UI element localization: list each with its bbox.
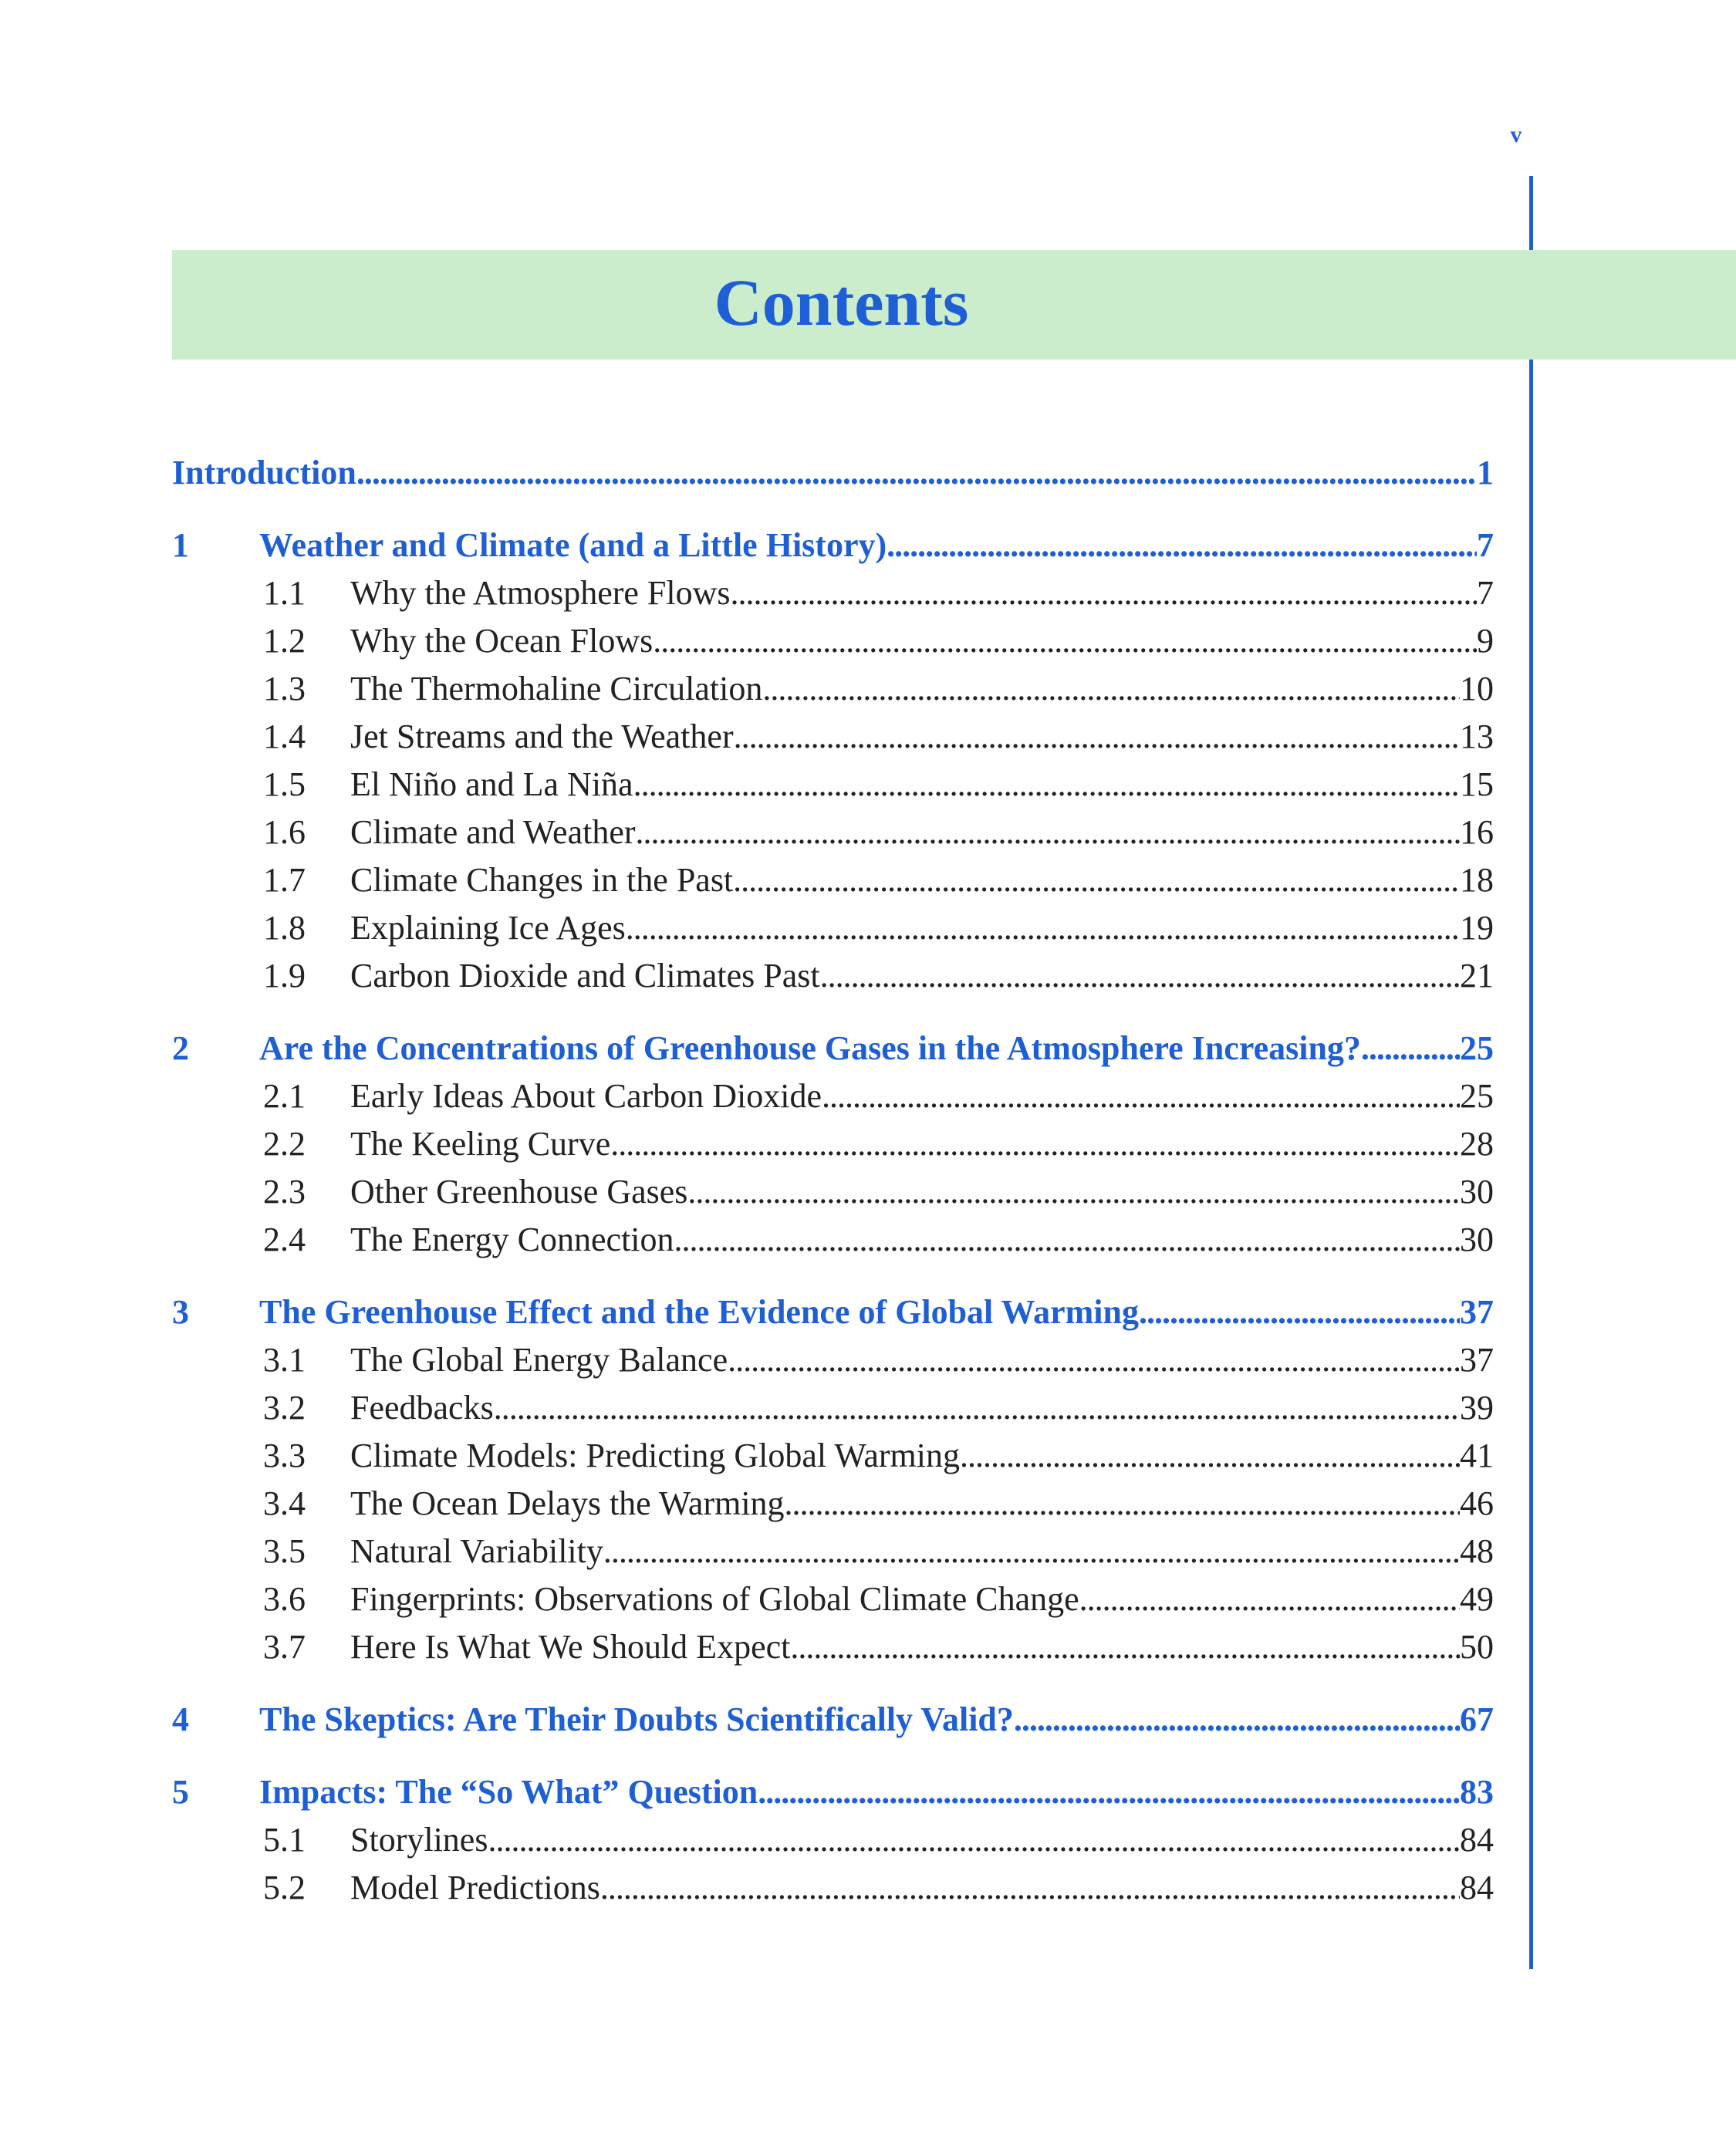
toc-entry-page: 48 bbox=[1460, 1532, 1494, 1570]
toc-entry-label: Climate Changes in the Past bbox=[350, 861, 734, 899]
toc-chapter-entry[interactable] bbox=[172, 1025, 1494, 1072]
toc-entry-label: Natural Variability bbox=[350, 1532, 603, 1570]
toc-entry-number: 1.6 bbox=[263, 813, 306, 851]
dot-leader bbox=[1079, 1575, 1460, 1623]
toc-entry-label: Climate Models: Predicting Global Warming bbox=[350, 1437, 960, 1474]
toc-entry-label: Introduction bbox=[172, 454, 356, 491]
toc-entry-label: Fingerprints: Observations of Global Climate Change bbox=[350, 1580, 1079, 1618]
toc-entry-label: Here Is What We Should Expect bbox=[350, 1628, 791, 1666]
toc-section-entry[interactable] bbox=[172, 1168, 1494, 1216]
toc-entry-number: 2.3 bbox=[263, 1173, 306, 1211]
toc-section-entry[interactable] bbox=[172, 1432, 1494, 1480]
toc-entry-page: 9 bbox=[1477, 622, 1494, 660]
dot-leader bbox=[1361, 1025, 1460, 1072]
toc-entry-page: 13 bbox=[1460, 718, 1494, 755]
dot-leader bbox=[822, 1072, 1460, 1120]
toc-entry-number: 4 bbox=[172, 1700, 189, 1738]
toc-entry-page: 21 bbox=[1460, 957, 1494, 995]
toc-section-entry[interactable] bbox=[172, 1623, 1494, 1671]
toc-section-entry[interactable] bbox=[172, 1575, 1494, 1623]
dot-leader bbox=[728, 1336, 1460, 1384]
dot-leader bbox=[488, 1816, 1460, 1864]
toc-entry-number: 2.4 bbox=[263, 1221, 306, 1258]
toc-entry-page: 7 bbox=[1477, 526, 1494, 564]
toc-entry-label: Model Predictions bbox=[350, 1869, 600, 1906]
page-title: Contents bbox=[714, 265, 969, 339]
dot-leader bbox=[610, 1120, 1460, 1168]
toc-entry-label: The Skeptics: Are Their Doubts Scientifically Valid? bbox=[259, 1700, 1014, 1738]
toc-section-entry[interactable] bbox=[172, 1072, 1494, 1120]
toc-entry-number: 3.3 bbox=[263, 1437, 306, 1474]
table-of-contents bbox=[172, 449, 1494, 1912]
dot-leader bbox=[762, 665, 1460, 713]
toc-entry-number: 2.1 bbox=[263, 1077, 306, 1115]
toc-entry-page: 7 bbox=[1477, 574, 1494, 612]
toc-entry-number: 3.6 bbox=[263, 1580, 306, 1618]
toc-entry-label: The Keeling Curve bbox=[350, 1125, 611, 1163]
toc-entry-number: 5 bbox=[172, 1773, 189, 1811]
toc-section-entry[interactable] bbox=[172, 1480, 1494, 1528]
toc-chapter-entry[interactable] bbox=[172, 1696, 1494, 1744]
toc-entry-number: 1.1 bbox=[263, 574, 306, 612]
toc-entry-page: 30 bbox=[1460, 1173, 1494, 1211]
toc-entry-label: The Global Energy Balance bbox=[350, 1341, 728, 1379]
toc-entry-page: 83 bbox=[1460, 1773, 1494, 1811]
dot-leader bbox=[820, 952, 1460, 1000]
dot-leader bbox=[1014, 1696, 1460, 1744]
toc-entry-number: 3.7 bbox=[263, 1628, 306, 1666]
dot-leader bbox=[633, 761, 1460, 809]
toc-entry-label: Other Greenhouse Gases bbox=[350, 1173, 688, 1211]
toc-entry-number: 1.2 bbox=[263, 622, 306, 660]
toc-entry-page: 16 bbox=[1460, 813, 1494, 851]
toc-intro-entry[interactable] bbox=[172, 449, 1494, 497]
dot-leader bbox=[600, 1864, 1460, 1912]
toc-entry-label: The Greenhouse Effect and the Evidence of Global Warming bbox=[259, 1293, 1139, 1331]
toc-entry-page: 30 bbox=[1460, 1221, 1494, 1258]
toc-entry-page: 49 bbox=[1460, 1580, 1494, 1618]
toc-entry-page: 18 bbox=[1460, 861, 1494, 899]
margin-rule bbox=[1529, 176, 1533, 250]
toc-section-entry[interactable] bbox=[172, 904, 1494, 952]
toc-entry-label: Explaining Ice Ages bbox=[350, 909, 626, 947]
toc-section-entry[interactable] bbox=[172, 617, 1494, 665]
toc-entry-page: 37 bbox=[1460, 1341, 1494, 1379]
toc-section-entry[interactable] bbox=[172, 809, 1494, 856]
toc-entry-page: 41 bbox=[1460, 1437, 1494, 1474]
toc-entry-label: Carbon Dioxide and Climates Past bbox=[350, 957, 820, 995]
toc-section-entry[interactable] bbox=[172, 1120, 1494, 1168]
toc-entry-number: 3.5 bbox=[263, 1532, 306, 1570]
toc-entry-number: 1 bbox=[172, 526, 189, 564]
toc-entry-label: The Energy Connection bbox=[350, 1221, 674, 1258]
toc-entry-label: Early Ideas About Carbon Dioxide bbox=[350, 1077, 822, 1115]
dot-leader bbox=[960, 1432, 1460, 1480]
toc-entry-label: Storylines bbox=[350, 1821, 488, 1859]
toc-chapter-entry[interactable] bbox=[172, 1288, 1494, 1336]
toc-entry-label: Feedbacks bbox=[350, 1389, 494, 1427]
toc-entry-label: The Thermohaline Circulation bbox=[350, 670, 763, 707]
toc-entry-page: 46 bbox=[1460, 1484, 1494, 1522]
toc-entry-page: 84 bbox=[1460, 1869, 1494, 1906]
toc-entry-number: 5.1 bbox=[263, 1821, 306, 1859]
dot-leader bbox=[687, 1168, 1460, 1216]
toc-entry-page: 67 bbox=[1460, 1700, 1494, 1738]
margin-rule bbox=[1529, 360, 1533, 1969]
dot-leader bbox=[626, 904, 1460, 952]
page-number: v bbox=[1510, 122, 1522, 147]
dot-leader bbox=[356, 449, 1477, 497]
toc-section-entry[interactable] bbox=[172, 1336, 1494, 1384]
toc-section-entry[interactable] bbox=[172, 952, 1494, 1000]
toc-entry-label: Why the Atmosphere Flows bbox=[350, 574, 731, 612]
toc-entry-page: 15 bbox=[1460, 765, 1494, 803]
toc-entry-number: 1.5 bbox=[263, 765, 306, 803]
dot-leader bbox=[653, 617, 1477, 665]
toc-entry-page: 50 bbox=[1460, 1628, 1494, 1666]
title-band bbox=[172, 250, 1736, 360]
toc-entry-page: 25 bbox=[1460, 1029, 1494, 1067]
toc-entry-number: 1.4 bbox=[263, 718, 306, 755]
toc-entry-page: 1 bbox=[1477, 454, 1494, 491]
toc-section-entry[interactable] bbox=[172, 761, 1494, 809]
dot-leader bbox=[785, 1480, 1460, 1528]
dot-leader bbox=[603, 1528, 1460, 1575]
toc-entry-page: 28 bbox=[1460, 1125, 1494, 1163]
toc-entry-page: 37 bbox=[1460, 1293, 1494, 1331]
toc-chapter-entry[interactable] bbox=[172, 522, 1494, 569]
dot-leader bbox=[731, 569, 1477, 617]
dot-leader bbox=[790, 1623, 1460, 1671]
toc-section-entry[interactable] bbox=[172, 1216, 1494, 1264]
toc-section-entry[interactable] bbox=[172, 1528, 1494, 1575]
toc-section-entry[interactable] bbox=[172, 713, 1494, 761]
toc-entry-number: 3.4 bbox=[263, 1484, 306, 1522]
dot-leader bbox=[887, 522, 1477, 569]
toc-section-entry[interactable] bbox=[172, 1816, 1494, 1864]
toc-entry-number: 1.9 bbox=[263, 957, 306, 995]
dot-leader bbox=[734, 713, 1460, 761]
toc-entry-label: Impacts: The “So What” Question bbox=[259, 1773, 758, 1811]
toc-section-entry[interactable] bbox=[172, 1384, 1494, 1432]
dot-leader bbox=[674, 1216, 1460, 1264]
dot-leader bbox=[733, 856, 1460, 904]
toc-entry-number: 3.1 bbox=[263, 1341, 306, 1379]
toc-entry-label: Climate and Weather bbox=[350, 813, 636, 851]
toc-entry-number: 1.8 bbox=[263, 909, 306, 947]
toc-entry-page: 10 bbox=[1460, 670, 1494, 707]
toc-entry-label: The Ocean Delays the Warming bbox=[350, 1484, 785, 1522]
dot-leader bbox=[758, 1768, 1460, 1816]
toc-entry-label: Jet Streams and the Weather bbox=[350, 718, 734, 755]
toc-entry-number: 3.2 bbox=[263, 1389, 306, 1427]
toc-entry-label: Why the Ocean Flows bbox=[350, 622, 654, 660]
toc-section-entry[interactable] bbox=[172, 856, 1494, 904]
toc-entry-page: 25 bbox=[1460, 1077, 1494, 1115]
toc-entry-number: 2.2 bbox=[263, 1125, 306, 1163]
toc-entry-label: Are the Concentrations of Greenhouse Gases in the Atmosphere Increasing? bbox=[259, 1029, 1361, 1067]
toc-section-entry[interactable] bbox=[172, 665, 1494, 713]
toc-section-entry[interactable] bbox=[172, 569, 1494, 617]
toc-entry-page: 39 bbox=[1460, 1389, 1494, 1427]
toc-entry-number: 3 bbox=[172, 1293, 189, 1331]
toc-section-entry[interactable] bbox=[172, 1864, 1494, 1912]
toc-entry-number: 2 bbox=[172, 1029, 189, 1067]
dot-leader bbox=[494, 1384, 1460, 1432]
toc-entry-label: El Niño and La Niña bbox=[350, 765, 633, 803]
toc-entry-number: 1.7 bbox=[263, 861, 306, 899]
dot-leader bbox=[636, 809, 1460, 856]
toc-chapter-entry[interactable] bbox=[172, 1768, 1494, 1816]
toc-entry-page: 84 bbox=[1460, 1821, 1494, 1859]
toc-entry-page: 19 bbox=[1460, 909, 1494, 947]
toc-entry-number: 5.2 bbox=[263, 1869, 306, 1906]
toc-entry-number: 1.3 bbox=[263, 670, 306, 707]
dot-leader bbox=[1139, 1288, 1460, 1336]
toc-entry-label: Weather and Climate (and a Little History) bbox=[259, 526, 887, 564]
